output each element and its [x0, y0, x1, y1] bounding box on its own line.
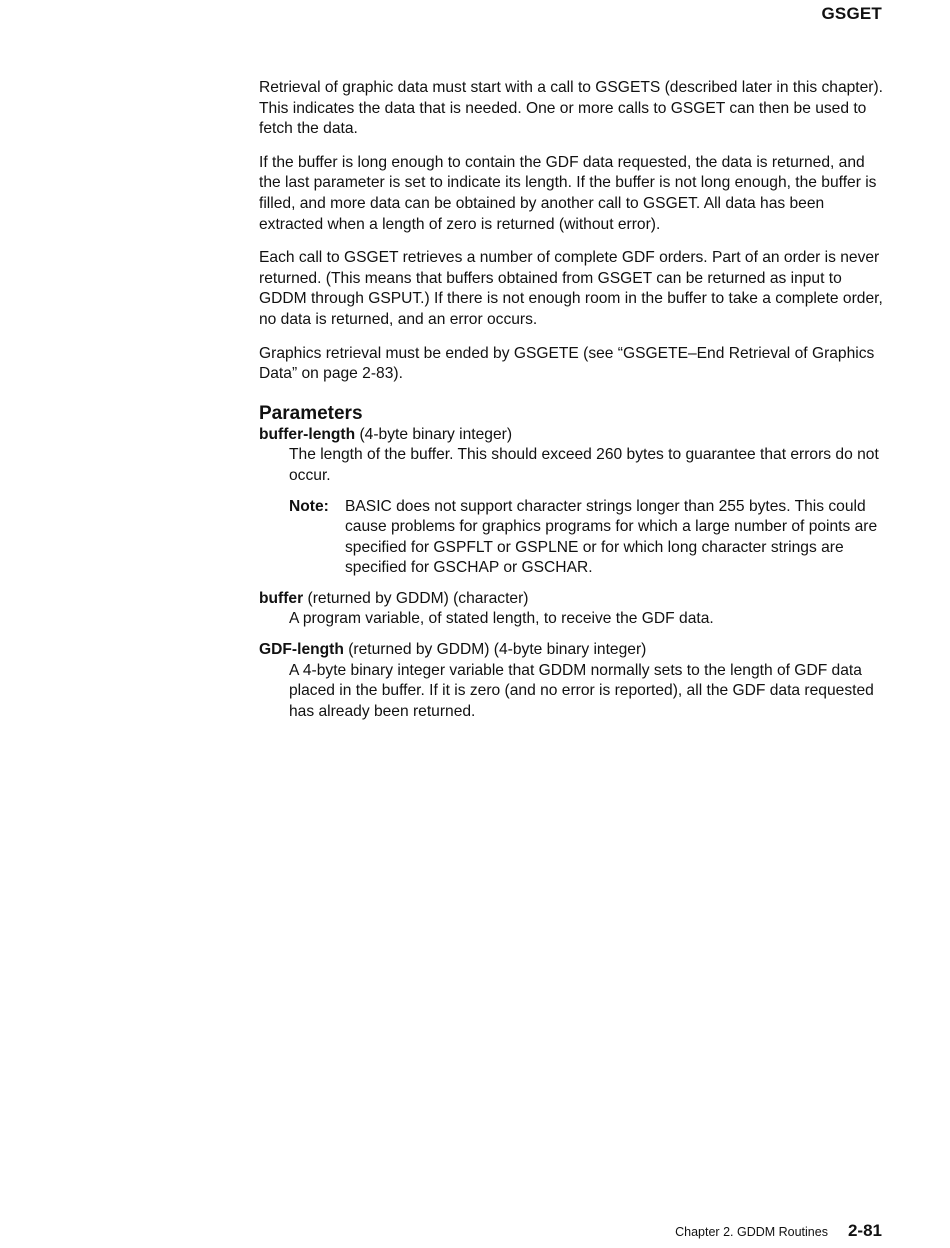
- page-footer: [675, 1221, 882, 1241]
- parameter-buffer-length: [259, 425, 884, 579]
- parameters-heading: Parameters: [259, 402, 363, 424]
- parameter-term: [259, 589, 884, 610]
- parameter-qualifier: (returned by GDDM) (4-byte binary integer): [343, 641, 647, 659]
- page-content: [259, 78, 884, 732]
- parameter-qualifier: (4-byte binary integer): [355, 425, 513, 443]
- page-number: 2-81: [847, 1221, 882, 1240]
- parameter-gdf-length: [259, 640, 884, 722]
- end-retrieval-paragraph: Graphics retrieval must be ended by GSGETE (see “GSGETE–End Retrieval of Graphics Data” on page 2-83).: [259, 344, 875, 383]
- running-head: GSGET: [821, 4, 882, 23]
- note-label: Note:: [289, 497, 329, 515]
- parameter-qualifier: (returned by GDDM) (character): [303, 589, 529, 607]
- parameter-name: buffer: [259, 589, 304, 607]
- note-text: BASIC does not support character strings longer than 255 bytes. This could cause problems for graphics programs for which a large number of points are specified for GSPFLT or GSPLNE or for which long character strings are specified for GSCHAP or GSCHAR.: [345, 497, 878, 577]
- buffer-length-paragraph: If the buffer is long enough to contain the GDF data requested, the data is returned, and the last parameter is set to indicate its length. If the buffer is not long enough, the buffer is filled, and more data can be obtained by another call to GSGET. All data has been extracted when a length of zero is returned (without error).: [259, 153, 877, 233]
- parameter-description: A program variable, of stated length, to receive the GDF data.: [289, 610, 714, 628]
- note: [289, 497, 884, 579]
- parameter-buffer: [259, 589, 884, 630]
- footer-chapter-title: Chapter 2. GDDM Routines: [675, 1225, 828, 1239]
- parameter-description: A 4-byte binary integer variable that GDDM normally sets to the length of GDF data placed in the buffer. If it is zero (and no error is reported), all the GDF data requested has already been returned.: [289, 661, 874, 720]
- parameter-name: buffer-length: [259, 425, 356, 443]
- parameter-term: [259, 640, 884, 661]
- orders-paragraph: Each call to GSGET retrieves a number of complete GDF orders. Part of an order is never returned. (This means that buffers obtained from GSGET can be returned as input to GDDM through GSPUT.) If there is not enough room in the buffer to take a complete order, no data is returned, and an error occurs.: [259, 249, 883, 328]
- intro-paragraph: Retrieval of graphic data must start with a call to GSGETS (described later in this chapter). This indicates the data that is needed. One or more calls to GSGET can then be used to fetch the data.: [259, 79, 884, 138]
- parameter-name: GDF-length: [259, 641, 344, 659]
- parameter-description: The length of the buffer. This should exceed 260 bytes to guarantee that errors do not occur.: [289, 446, 879, 484]
- parameter-term: [259, 425, 884, 446]
